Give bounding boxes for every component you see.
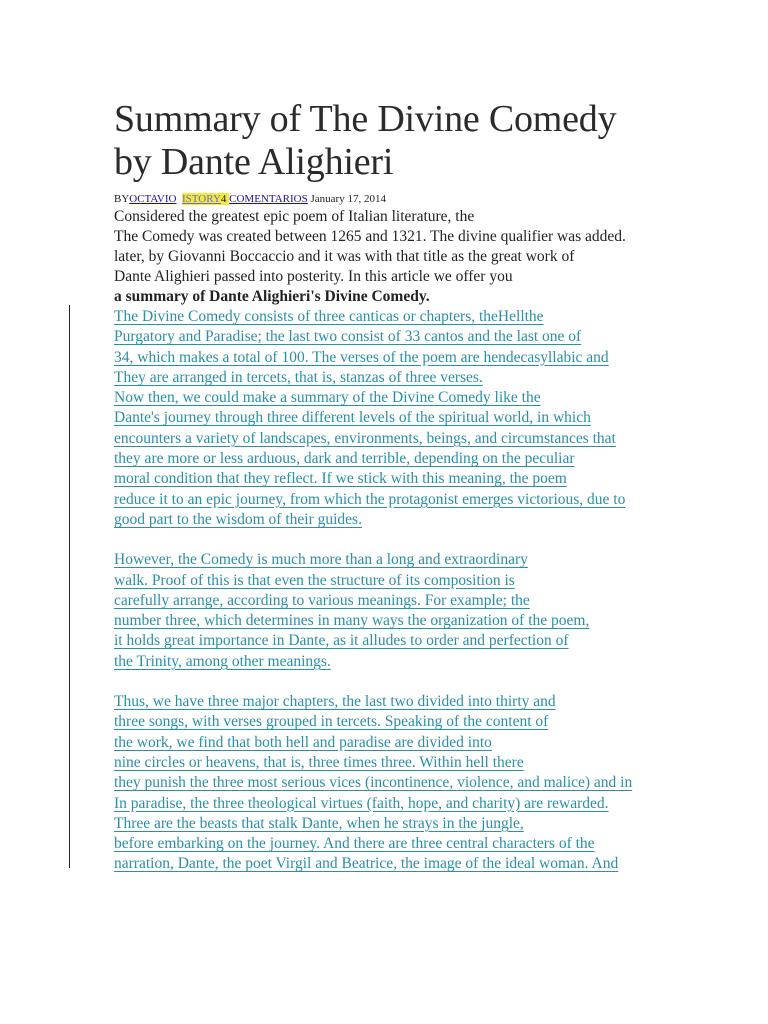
summary-line: Three are the beasts that stalk Dante, when he strays in the jungle, xyxy=(114,814,524,832)
summary-line: nine circles or heavens, that is, three times three. Within hell there xyxy=(114,753,524,771)
summary-line: narration, Dante, the poet Virgil and Beatrice, the image of the ideal woman. And xyxy=(114,855,619,873)
summary-line: walk. Proof of this is that even the structure of its composition is xyxy=(114,571,515,589)
intro-bold-line: a summary of Dante Alighieri's Divine Comedy. xyxy=(114,288,430,305)
summary-line: it holds great importance in Dante, as it alludes to order and perfection of xyxy=(114,632,569,650)
summary-line: moral condition that they reflect. If we stick with this meaning, the poem xyxy=(114,470,567,488)
summary-paragraph-2 xyxy=(114,550,714,672)
summary-line: encounters a variety of landscapes, environments, beings, and circumstances that xyxy=(114,429,616,447)
page-title xyxy=(114,98,714,184)
author-link[interactable]: OCTAVIO xyxy=(129,193,177,205)
intro-line: Considered the greatest epic poem of Italian literature, the xyxy=(114,208,475,225)
post-date: January 17, 2014 xyxy=(307,193,386,205)
summary-line: they punish the three most serious vices (incontinence, violence, and malice) and in xyxy=(114,774,633,792)
quoted-summary xyxy=(114,307,714,875)
summary-line: before embarking on the journey. And there are three central characters of the xyxy=(114,835,595,853)
title-line-1: Summary of The Divine Comedy xyxy=(114,98,617,140)
summary-line: the work, we find that both hell and paradise are divided into xyxy=(114,733,492,751)
intro-paragraph xyxy=(114,207,714,307)
summary-line: The Divine Comedy consists of three canticas or chapters, theHellthe xyxy=(114,308,544,325)
summary-line: carefully arrange, according to various meanings. For example; the xyxy=(114,591,530,609)
summary-line: They are arranged in tercets, that is, stanzas of three verses. xyxy=(114,368,483,386)
comments-link[interactable]: COMENTARIOS xyxy=(229,193,308,205)
summary-paragraph-3 xyxy=(114,692,714,875)
summary-line: three songs, with verses grouped in tercets. Speaking of the content of xyxy=(114,713,549,731)
quote-margin-rule xyxy=(69,305,70,868)
article xyxy=(114,98,714,895)
summary-line: Now then, we could make a summary of the Divine Comedy like the xyxy=(114,389,541,407)
summary-line: 34, which makes a total of 100. The verses of the poem are hendecasyllabic and xyxy=(114,348,609,366)
byline xyxy=(114,192,714,206)
summary-line: Thus, we have three major chapters, the last two divided into thirty and xyxy=(114,693,556,711)
summary-line: number three, which determines in many ways the organization of the poem, xyxy=(114,612,590,630)
summary-line: In paradise, the three theological virtues (faith, hope, and charity) are rewarded. xyxy=(114,794,609,812)
summary-line: they are more or less arduous, dark and terrible, depending on the peculiar xyxy=(114,450,575,468)
intro-line: later, by Giovanni Boccaccio and it was with that title as the great work of xyxy=(114,248,575,265)
summary-line: However, the Comedy is much more than a long and extraordinary xyxy=(114,551,528,569)
summary-line: Purgatory and Paradise; the last two consist of 33 cantos and the last one of xyxy=(114,328,582,346)
comment-count: 4 xyxy=(220,193,230,205)
intro-line: Dante Alighieri passed into posterity. In this article we offer you xyxy=(114,268,513,285)
title-line-2: by Dante Alighieri xyxy=(114,141,394,183)
byline-prefix: BY xyxy=(114,193,130,205)
summary-line: Dante's journey through three different levels of the spiritual world, in which xyxy=(114,409,591,427)
summary-line: the Trinity, among other meanings. xyxy=(114,652,331,670)
category-link[interactable]: ISTORY xyxy=(181,193,221,205)
summary-line: reduce it to an epic journey, from which the protagonist emerges victorious, due to xyxy=(114,490,626,508)
summary-line: good part to the wisdom of their guides. xyxy=(114,510,362,528)
intro-line: The Comedy was created between 1265 and 1321. The divine qualifier was added. xyxy=(114,228,626,245)
summary-paragraph-1 xyxy=(114,307,714,530)
